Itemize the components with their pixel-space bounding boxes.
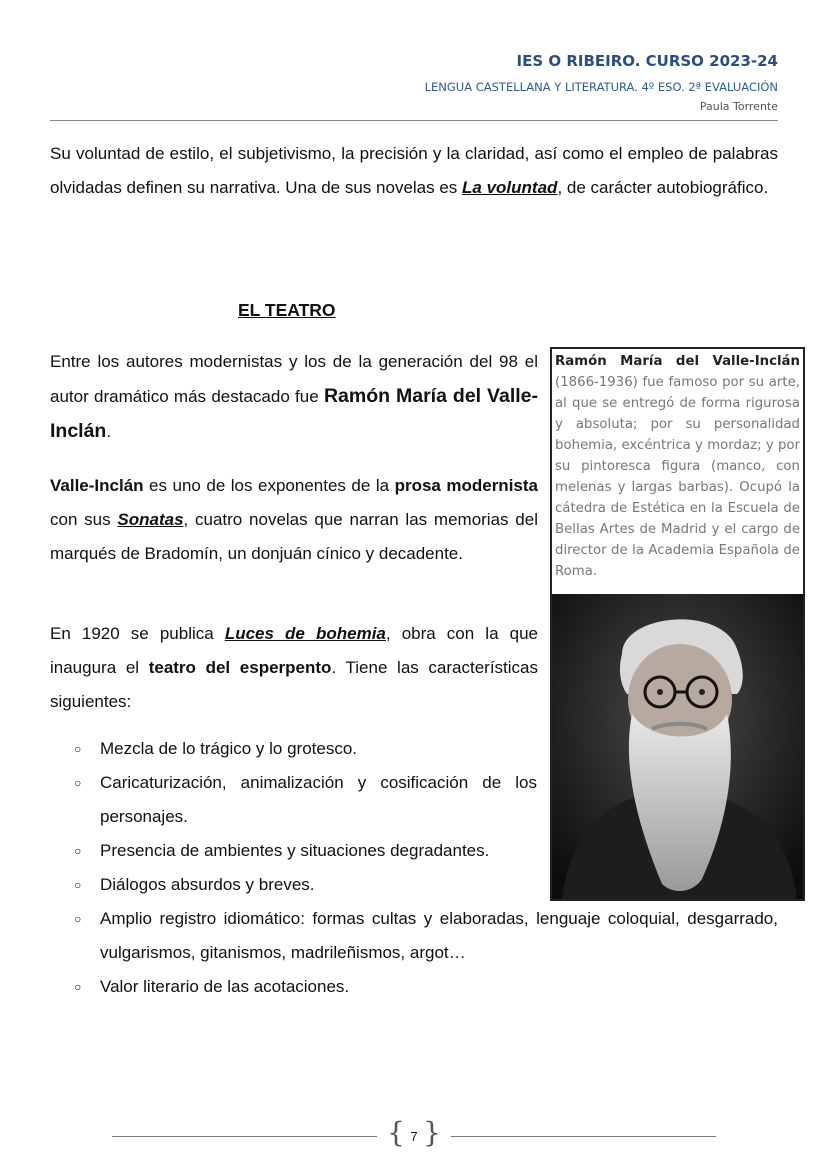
author-highlight: Ramón María del Valle-Inclán bbox=[50, 385, 539, 442]
section-title: EL TEATRO bbox=[238, 300, 336, 320]
sidebar-author-name: Ramón María del Valle-Inclán bbox=[555, 354, 800, 369]
sonatas-title: Sonatas bbox=[117, 510, 184, 529]
bullet-icon: ○ bbox=[74, 776, 82, 790]
intro-paragraph: Su voluntad de estilo, el subjetivismo, la precisión y la claridad, así como el empleo de palabras olvidadas definen su narrativa. Una de sus novelas es La voluntad, de carácter autobiográfico. bbox=[50, 144, 778, 197]
author-name: Paula Torrente bbox=[699, 100, 778, 113]
paragraph-luces: En 1920 se publica Luces de bohemia, obra con la que inaugura el teatro del esperpento. Tiene las características siguientes: bbox=[50, 624, 539, 711]
list-item: ○ Amplio registro idiomático: formas cultas y elaboradas, lenguaje coloquial, desgarrado, vulgarismos, gitanismos, madrileñismos, argot… bbox=[50, 902, 778, 970]
left-brace-icon: { bbox=[387, 1116, 405, 1149]
sidebar-caption: Ramón María del Valle-Inclán (1866-1936) fue famoso por su arte, al que se entregó de forma rigurosa y absoluta; por su personalidad bohemia, excéntrica y mordaz; y por su pintoresca figura (manco, con melenas y largas barbas). Ocupó la cátedra de Estética en la Escuela de Bellas Artes de Madrid y el cargo de director de la Academia Española de Roma. bbox=[555, 354, 800, 579]
bullet-icon: ○ bbox=[74, 878, 82, 892]
right-brace-icon: } bbox=[423, 1116, 441, 1149]
paragraph-author: Entre los autores modernistas y los de la generación del 98 el autor dramático más destacado fue Ramón María del Valle-Inclán. bbox=[50, 352, 539, 442]
list-item: ○ Caricaturización, animalización y cosificación de los personajes. bbox=[50, 766, 537, 834]
bullet-icon: ○ bbox=[74, 742, 82, 756]
list-item: ○ Valor literario de las acotaciones. bbox=[50, 970, 778, 1004]
author-portrait bbox=[552, 594, 803, 899]
bullet-icon: ○ bbox=[74, 912, 82, 926]
school-title: IES O RIBEIRO. CURSO 2023-24 bbox=[516, 52, 778, 70]
bullet-icon: ○ bbox=[74, 844, 82, 858]
author-sidebar bbox=[550, 347, 805, 901]
list-item: ○ Mezcla de lo trágico y lo grotesco. bbox=[50, 732, 537, 766]
portrait-illustration bbox=[552, 594, 803, 899]
list-item: ○ Diálogos absurdos y breves. bbox=[50, 868, 778, 902]
list-item: ○ Presencia de ambientes y situaciones degradantes. bbox=[50, 834, 537, 868]
bullet-icon: ○ bbox=[74, 980, 82, 994]
page-footer bbox=[112, 1116, 716, 1152]
page-number: { 7 } bbox=[387, 1116, 441, 1149]
luces-title: Luces de bohemia bbox=[224, 624, 386, 643]
paragraph-sonatas: Valle-Inclán es uno de los exponentes de la prosa modernista con sus Sonatas, cuatro novelas que narran las memorias del marqués de Bradomín, un donjuán cínico y decadente. bbox=[50, 476, 538, 563]
footer-line-right bbox=[451, 1136, 716, 1137]
page-header bbox=[425, 52, 778, 113]
header-rule bbox=[50, 120, 778, 121]
footer-line-left bbox=[112, 1136, 377, 1137]
novel-title: La voluntad bbox=[462, 178, 558, 197]
subject-line: LENGUA CASTELLANA Y LITERATURA. 4º ESO. 2ª EVALUACIÓN bbox=[424, 80, 778, 94]
